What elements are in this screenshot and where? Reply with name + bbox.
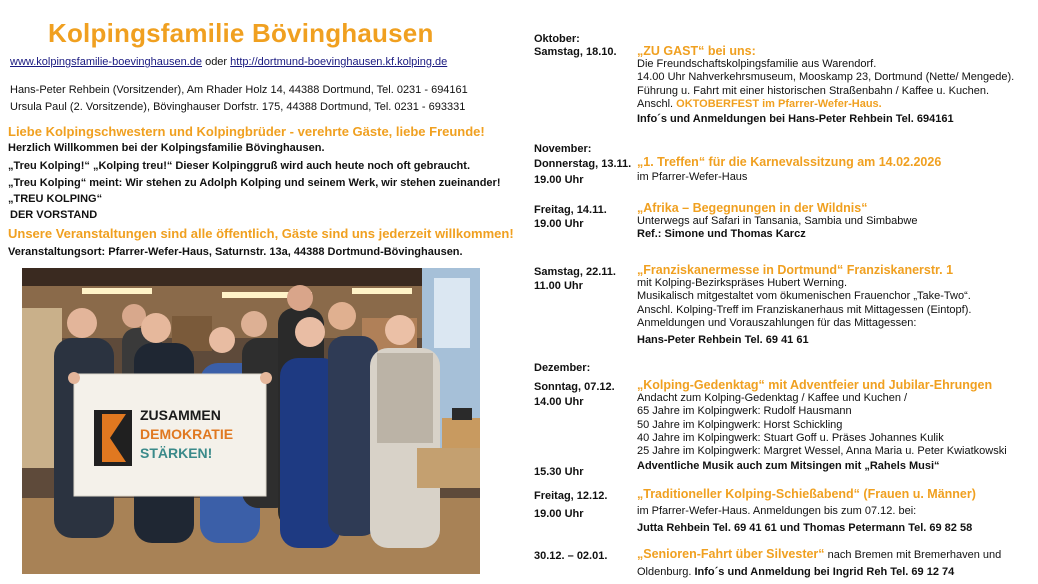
event-6-date: Freitag, 12.12.: [534, 490, 608, 502]
contact-chair: Hans-Peter Rehbein (Vorsitzender), Am Rhader Holz 14, 44388 Dortmund, Tel. 0231 - 694161: [10, 84, 468, 96]
event-5-line-3: 50 Jahre im Kolpingwerk: Horst Schickling: [637, 418, 843, 431]
event-3: [637, 202, 917, 242]
banner-line-2: DEMOKRATIE: [140, 426, 234, 442]
event-5-date: Sonntag, 07.12.: [534, 381, 615, 393]
website-link-2[interactable]: http://dortmund-boevinghausen.kf.kolping.de: [230, 56, 448, 68]
event-4-date: Samstag, 22.11.: [534, 266, 616, 278]
page-title: Kolpingsfamilie Bövinghausen: [48, 18, 434, 48]
event-3-time: 19.00 Uhr: [534, 218, 584, 230]
event-3-speakers: Ref.: Simone und Thomas Karcz: [637, 228, 806, 241]
event-3-line-1: Unterwegs auf Safari in Tansania, Sambia und Simbabwe: [637, 215, 918, 228]
event-1-date: Samstag, 18.10.: [534, 46, 617, 58]
event-7-line-1-prefix: Oldenburg.: [637, 566, 695, 579]
group-photo-illustration: [22, 268, 480, 574]
event-5-title: „Kolping-Gedenktag“ mit Adventfeier und Jubilar-Ehrungen: [637, 378, 993, 392]
url-separator: oder: [202, 56, 231, 68]
signature-board: DER VORSTAND: [10, 209, 98, 221]
event-4: [637, 264, 971, 347]
event-5-time: 14.00 Uhr: [534, 396, 584, 408]
event-7-contact: Info´s und Anmeldung bei Ingrid Reh Tel. 69 12 74: [694, 566, 955, 579]
event-1: [637, 45, 1014, 126]
event-7-title-rest: nach Bremen mit Bremerhaven und: [824, 549, 1002, 561]
event-4-contact: Hans-Peter Rehbein Tel. 69 41 61: [637, 334, 809, 347]
event-5-line-5: 25 Jahre im Kolpingwerk: Margret Wessel, Anna Maria u. Peter Kwiatkowski: [637, 445, 1007, 458]
event-4-time: 11.00 Uhr: [534, 280, 583, 292]
event-2-title: „1. Treffen“ für die Karnevalssitzung am 14.02.2026: [637, 155, 942, 169]
event-6: [637, 488, 976, 536]
event-5-time-2: 15.30 Uhr: [534, 466, 584, 478]
event-4-title: „Franziskanermesse in Dortmund“ Franziskanerstr. 1: [637, 263, 954, 277]
month-december: Dezember:: [534, 362, 591, 374]
website-link-1[interactable]: www.kolpingsfamilie-boevinghausen.de: [10, 56, 203, 68]
banner-line-1: ZUSAMMEN: [140, 407, 221, 423]
event-5-line-4: 40 Jahre im Kolpingwerk: Stuart Goff u. Präses Johannes Kulik: [637, 431, 944, 444]
event-6-contact: Jutta Rehbein Tel. 69 41 61 und Thomas Petermann Tel. 69 82 58: [637, 522, 973, 535]
month-october: Oktober:: [534, 33, 580, 45]
greeting-line-2: „Treu Kolping“ meint: Wir stehen zu Adolph Kolping und seinem Werk, wir stehen zueinander!: [8, 177, 501, 189]
event-5-line-2: 65 Jahre im Kolpingwerk: Rudolf Hausmann: [637, 405, 852, 418]
event-1-line-2: 14.00 Uhr Nahverkehrsmuseum, Mooskamp 23, Dortmund (Nette/ Mengede).: [637, 71, 1015, 84]
venue-text: Veranstaltungsort: Pfarrer-Wefer-Haus, Saturnstr. 13a, 44388 Dortmund-Bövinghausen.: [8, 246, 463, 258]
event-1-line-3: Führung u. Fahrt mit einer historischen Straßenbahn / Kaffee u. Kuchen.: [637, 84, 989, 97]
public-events-note: Unsere Veranstaltungen sind alle öffentlich, Gäste sind uns jederzeit willkommen!: [8, 226, 514, 241]
greeting-heading: Liebe Kolpingschwestern und Kolpingbrüder - verehrte Gäste, liebe Freunde!: [8, 124, 485, 139]
month-november: November:: [534, 143, 592, 155]
event-5-line-1: Andacht zum Kolping-Gedenktag / Kaffee und Kuchen /: [637, 392, 908, 405]
banner-line-3: STÄRKEN!: [140, 445, 213, 461]
event-2: [637, 156, 941, 184]
event-1-oktoberfest: OKTOBERFEST im Pfarrer-Wefer-Haus.: [676, 97, 882, 110]
event-5-music: Adventliche Musik auch zum Mitsingen mit „Rahels Musi“: [637, 460, 940, 473]
event-1-title: „ZU GAST“ bei uns:: [637, 44, 756, 58]
event-2-time: 19.00 Uhr: [534, 174, 584, 186]
welcome-text: Herzlich Willkommen bei der Kolpingsfamilie Bövinghausen.: [8, 142, 325, 154]
contact-vice-chair: Ursula Paul (2. Vorsitzende), Bövinghauser Dorfstr. 175, 44388 Dortmund, Tel. 0231 - 693331: [10, 101, 466, 113]
event-4-line-4: Anmeldungen und Vorauszahlungen für das Mittagessen:: [637, 316, 917, 329]
event-7: [637, 548, 1001, 579]
event-3-date: Freitag, 14.11.: [534, 204, 607, 216]
event-6-title: „Traditioneller Kolping-Schießabend“ (Frauen u. Männer): [637, 487, 976, 501]
greeting-line-1: „Treu Kolping!“ „Kolping treu!“ Dieser Kolpinggruß wird auch heute noch oft gebraucht.: [8, 160, 470, 172]
event-4-line-1: mit Kolping-Bezirkspräses Hubert Werning.: [637, 277, 848, 290]
website-links: [10, 56, 447, 68]
event-6-time: 19.00 Uhr: [534, 508, 584, 520]
greeting-line-3: „TREU KOLPING“: [8, 193, 103, 205]
group-photo: [22, 268, 480, 574]
event-7-title: „Senioren-Fahrt über Silvester“: [637, 547, 825, 561]
event-5: [637, 379, 1007, 473]
event-7-date: 30.12. – 02.01.: [534, 550, 608, 562]
event-1-contact: Info´s und Anmeldungen bei Hans-Peter Rehbein Tel. 694161: [637, 113, 954, 126]
event-4-line-2: Musikalisch mitgestaltet vom ökumenischen Frauenchor „Take-Two“.: [637, 290, 971, 303]
event-4-line-3: Anschl. Kolping-Treff im Franziskanerhaus mit Mittagessen (Eintopf).: [637, 303, 972, 316]
event-1-line-4-prefix: Anschl.: [637, 97, 677, 110]
event-3-title: „Afrika – Begegnungen in der Wildnis“: [637, 201, 868, 215]
event-6-line-1: im Pfarrer-Wefer-Haus. Anmeldungen bis zum 07.12. bei:: [637, 505, 917, 518]
event-2-date: Donnerstag, 13.11.: [534, 158, 632, 170]
event-1-line-1: Die Freundschaftskolpingsfamilie aus Warendorf.: [637, 58, 877, 71]
event-2-line-1: im Pfarrer-Wefer-Haus: [637, 171, 748, 184]
